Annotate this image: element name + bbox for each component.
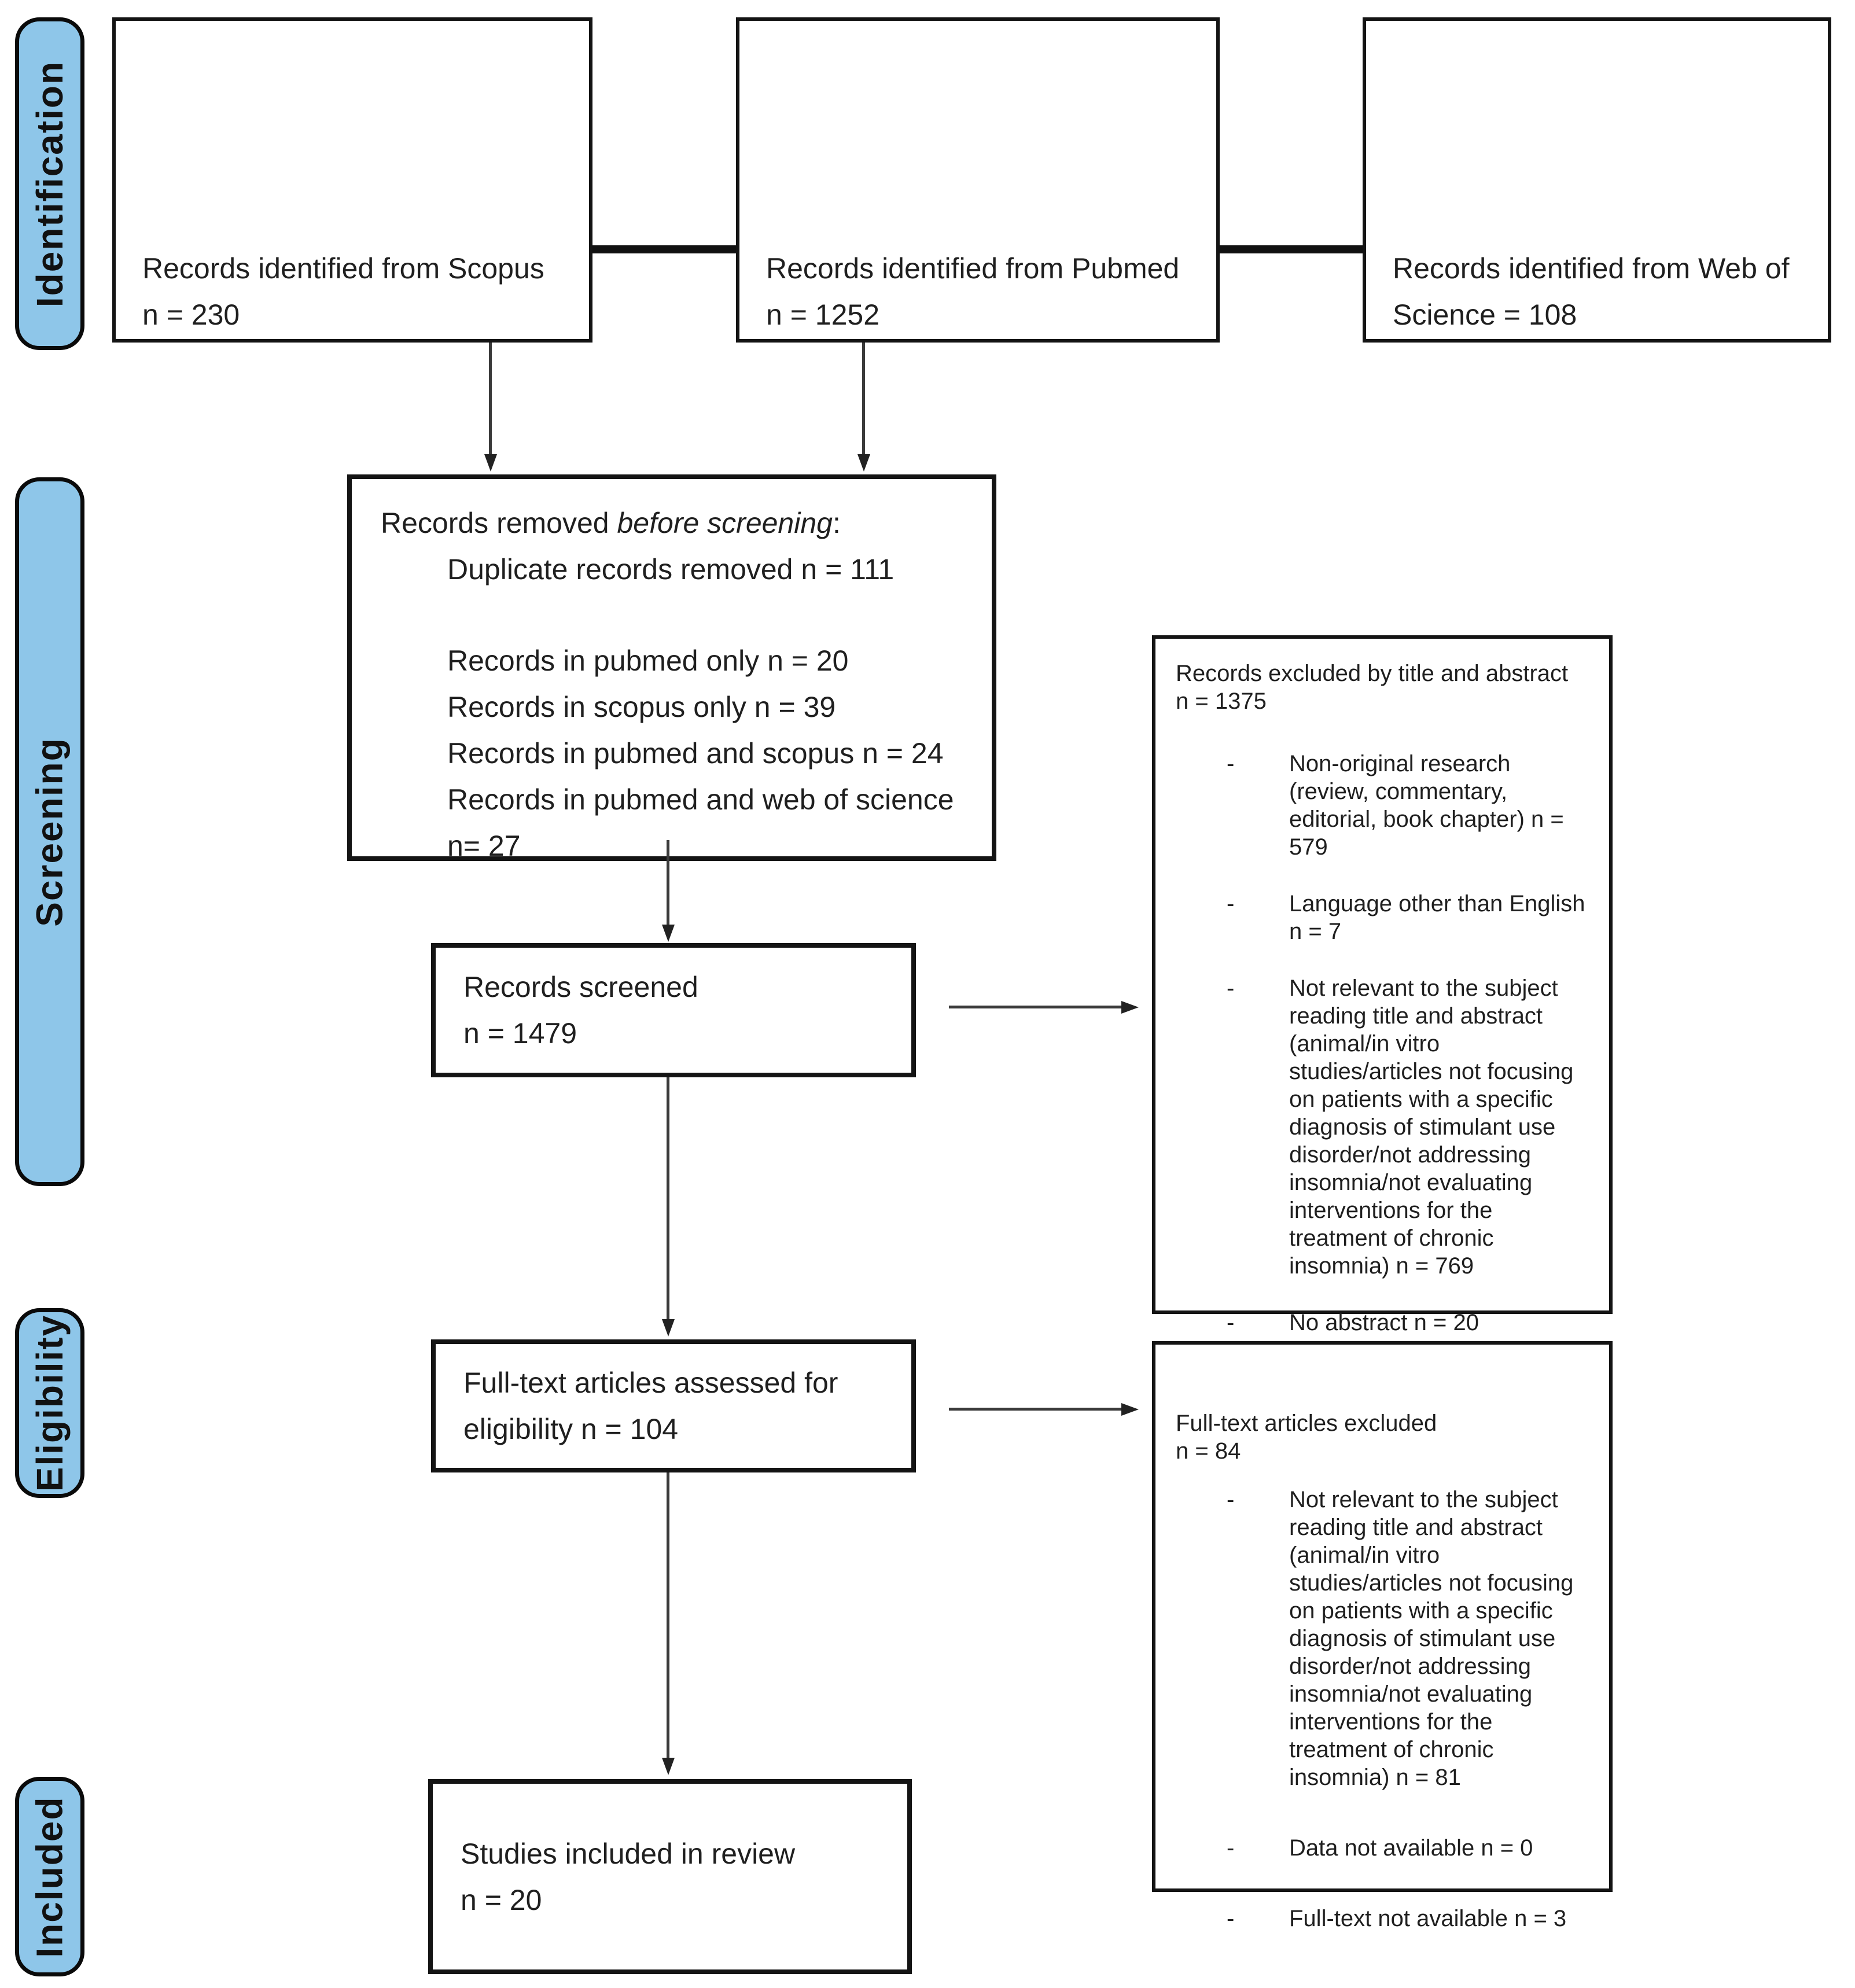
stage-label-text: Included	[29, 1795, 71, 1958]
arrow-down-assessed-to-included	[667, 1472, 669, 1759]
box-count: n = 230	[142, 299, 240, 331]
bullet-text: Not relevant to the subject reading title and abstract (animal/in vitro studies/articles not focusing on patients with a specific diagnosis of stimulant use disorder/not addressing insomnia/not evaluating interventions for the treatment of chronic insomnia) n = 81	[1289, 1487, 1574, 1790]
excluded-box-count: n = 1375	[1176, 689, 1267, 714]
list-item	[1227, 1834, 1587, 1862]
connector-line-scopus-pubmed	[592, 245, 736, 253]
bullet-dash: -	[1227, 975, 1235, 1001]
stage-label-text: Eligibility	[29, 1314, 71, 1492]
records-screened-box	[431, 943, 916, 1077]
records-removed-before-screening-box	[347, 474, 996, 861]
list-item	[1227, 974, 1587, 1280]
box-text: Studies included in review	[461, 1837, 796, 1870]
removed-title-prefix: Records removed	[381, 507, 617, 539]
list-item	[1227, 1486, 1587, 1791]
box-text: Records identified from Web of	[1393, 252, 1790, 285]
box-text: Records identified from Pubmed	[766, 252, 1180, 285]
arrow-down-screened-to-assessed	[667, 1077, 669, 1320]
excluded-bullet-list	[1176, 1486, 1587, 1932]
arrow-right-assessed-to-excluded	[949, 1408, 1122, 1411]
box-count: n = 20	[461, 1883, 542, 1916]
bullet-text: No abstract n = 20	[1289, 1310, 1479, 1335]
connector-line-pubmed-wos	[1220, 245, 1363, 253]
removed-item: Records in pubmed and web of science n= 27	[447, 783, 954, 862]
list-item	[1227, 890, 1587, 945]
bullet-dash: -	[1227, 751, 1235, 776]
excluded-box-title: Full-text articles excluded	[1176, 1411, 1437, 1436]
records-identified-web-of-science-box	[1363, 17, 1831, 343]
fulltext-assessed-box	[431, 1339, 916, 1472]
removed-item: Records in pubmed only n = 20	[447, 645, 849, 677]
removed-title-italic: before screening	[617, 507, 833, 539]
stage-label-identification	[15, 17, 84, 350]
bullet-dash: -	[1227, 891, 1235, 916]
bullet-dash: -	[1227, 1906, 1235, 1931]
studies-included-box	[428, 1779, 912, 1974]
stage-label-included	[15, 1777, 84, 1976]
box-count: Science = 108	[1393, 299, 1577, 331]
excluded-bullet-list	[1176, 750, 1587, 1337]
excluded-box-title: Records excluded by title and abstract	[1176, 661, 1569, 686]
stage-label-screening	[15, 477, 84, 1186]
box-count: eligibility n = 104	[463, 1413, 679, 1445]
stage-label-text: Screening	[29, 737, 71, 927]
box-count: n = 1479	[463, 1017, 577, 1050]
arrow-down-pubmed-to-removed	[862, 343, 865, 455]
arrow-right-screened-to-excluded	[949, 1006, 1122, 1008]
box-text: Records screened	[463, 971, 698, 1003]
bullet-text: Full-text not available n = 3	[1289, 1906, 1567, 1931]
box-text: Full-text articles assessed for	[463, 1367, 838, 1399]
bullet-text: Not relevant to the subject reading title and abstract (animal/in vitro studies/articles not focusing on patients with a specific diagnosis of stimulant use disorder/not addressing insomnia/not evaluating interventions for the treatment of chronic insomnia) n = 769	[1289, 975, 1574, 1279]
list-item	[1227, 1905, 1587, 1932]
bullet-text: Data not available n = 0	[1289, 1835, 1533, 1861]
arrow-down-scopus-to-removed	[489, 343, 492, 455]
removed-item: Records in pubmed and scopus n = 24	[447, 737, 944, 770]
excluded-box-count: n = 84	[1176, 1438, 1241, 1464]
stage-label-eligibility	[15, 1308, 84, 1498]
fulltext-excluded-box	[1152, 1341, 1613, 1931]
removed-item: Records in scopus only n = 39	[447, 691, 836, 723]
list-item	[1227, 750, 1587, 861]
bullet-text: Language other than English n = 7	[1289, 891, 1585, 944]
arrow-down-removed-to-screened	[667, 840, 669, 926]
records-excluded-title-abstract-box	[1152, 635, 1613, 1335]
bullet-dash: -	[1227, 1835, 1235, 1861]
bullet-text: Non-original research (review, commentary, editorial, book chapter) n = 579	[1289, 751, 1564, 860]
stage-label-text: Identification	[29, 60, 71, 307]
removed-item: Duplicate records removed n = 111	[447, 553, 895, 586]
box-count: n = 1252	[766, 299, 880, 331]
bullet-dash: -	[1227, 1310, 1235, 1335]
box-text: Records identified from Scopus	[142, 252, 544, 285]
removed-box-title	[381, 500, 963, 546]
removed-box-items	[447, 546, 963, 869]
records-identified-pubmed-box	[736, 17, 1220, 343]
bullet-dash: -	[1227, 1487, 1235, 1512]
list-item	[1227, 1309, 1587, 1337]
records-identified-scopus-box	[112, 17, 592, 343]
removed-title-suffix: :	[832, 507, 841, 539]
